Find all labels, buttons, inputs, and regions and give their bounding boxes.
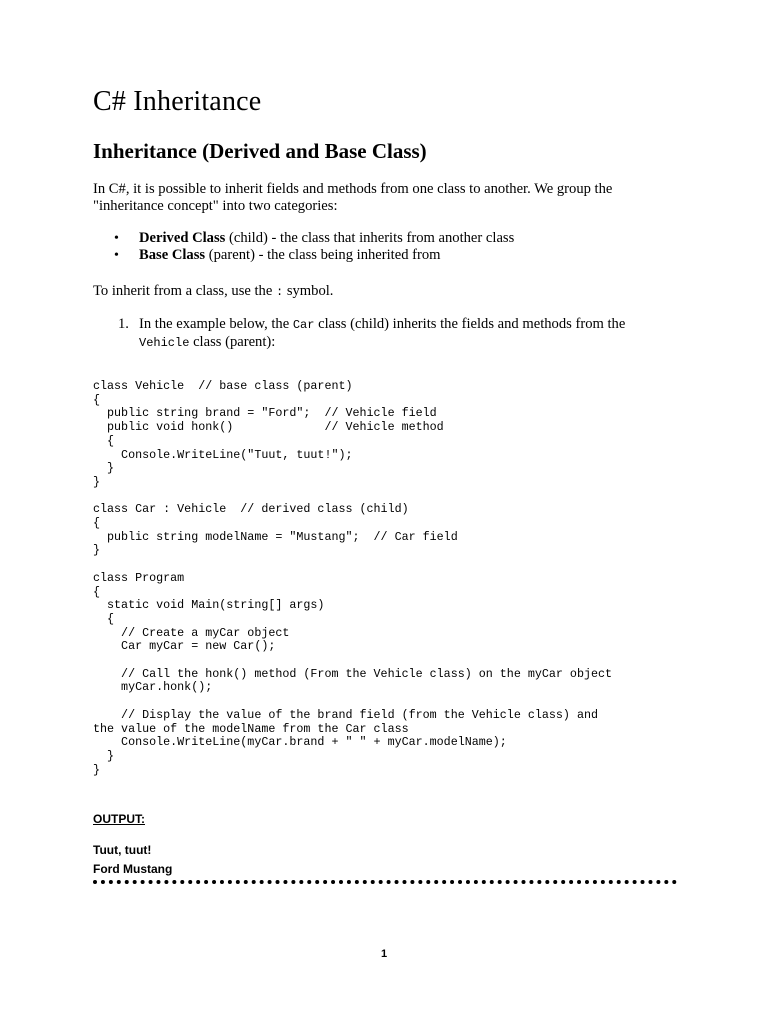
output-line: Tuut, tuut! <box>93 843 152 857</box>
instruction-text-end: symbol. <box>283 283 334 299</box>
step-text-part: class (child) inherits the fields and methods from the <box>314 316 626 332</box>
inline-code-vehicle: Vehicle <box>139 336 190 350</box>
list-item <box>93 230 514 247</box>
step-text-part: In the example below, the <box>139 316 293 332</box>
category-list <box>93 230 514 264</box>
list-item <box>93 247 514 264</box>
step-text-part: class (parent): <box>189 334 276 350</box>
bullet-term: Derived Class <box>139 230 226 246</box>
page-title: C# Inheritance <box>93 86 262 117</box>
step-text <box>139 316 679 352</box>
page-number: 1 <box>380 948 388 960</box>
code-block: class Vehicle // base class (parent) { public string brand = "Ford"; // Vehicle field public void honk() // Vehicle method { Console.WriteLine("Tuut, tuut!"); } } class Car : Vehicle // derived class (child) { public string modelName = "Mustang"; // Car field } class Program { static void Main(string[] args) { // Create a myCar object Car myCar = new Car(); // Call the honk() method (From the Vehicle class) on the myCar object myCar.honk(); // Display the value of the brand field (from the Vehicle class) and the value of the modelName from the Car class Console.WriteLine(myCar.brand + " " + myCar.modelName); } } <box>93 379 613 777</box>
section-heading: Inheritance (Derived and Base Class) <box>93 139 427 163</box>
inherit-instruction <box>93 283 683 301</box>
inline-code-car: Car <box>292 318 315 332</box>
output-line: Ford Mustang <box>93 862 173 876</box>
bullet-term: Base Class <box>139 247 206 263</box>
instruction-text: To inherit from a class, use the <box>93 283 276 299</box>
output-label: OUTPUT: <box>93 812 145 826</box>
colon-symbol: : <box>275 285 284 299</box>
dotted-divider <box>93 880 677 884</box>
bullet-desc: (child) - the class that inherits from another class <box>225 230 515 246</box>
intro-paragraph: In C#, it is possible to inherit fields and methods from one class to another. We group the "inheritance concept" into two categories: <box>93 181 613 214</box>
bullet-desc: (parent) - the class being inherited from <box>205 247 441 263</box>
step-number: 1. <box>118 316 129 332</box>
